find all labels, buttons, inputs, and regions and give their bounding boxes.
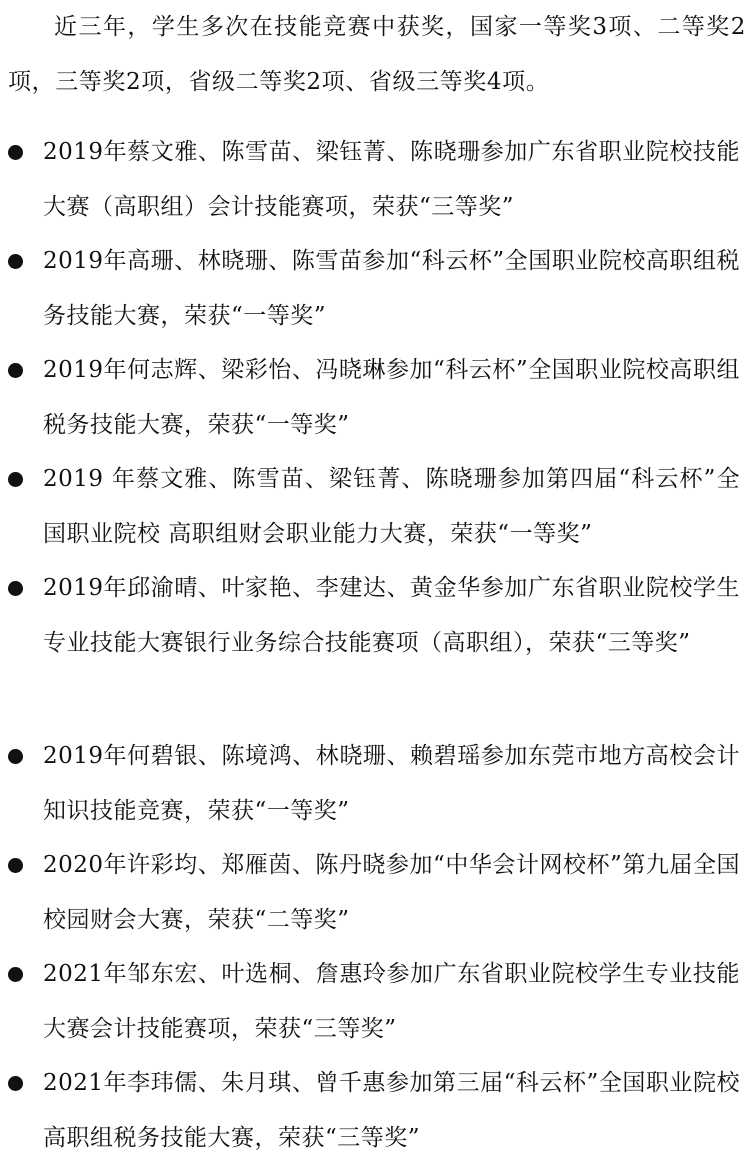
award-text: 2019年何志辉、梁彩怡、冯晓琳参加“科云杯”全国职业院校高职组税务技能大赛，荣获“一等奖” — [43, 357, 740, 438]
bullet-icon — [8, 1076, 23, 1091]
award-text: 2020年许彩均、郑雁茵、陈丹晓参加“中华会计网校杯”第九届全国校园财会大赛，荣获“二等奖” — [43, 852, 740, 933]
bullet-icon — [8, 749, 23, 764]
award-text: 2019 年蔡文雅、陈雪苗、梁钰菁、陈晓珊参加第四届“科云杯”全国职业院校 高职组财会职业能力大赛，荣获“一等奖” — [43, 466, 740, 547]
bullet-icon — [8, 967, 23, 982]
award-text: 2019年何碧银、陈境鸿、林晓珊、赖碧瑶参加东莞市地方高校会计知识技能竞赛，荣获“一等奖” — [43, 743, 740, 824]
bullet-icon — [8, 581, 23, 596]
award-text: 2019年蔡文雅、陈雪苗、梁钰菁、陈晓珊参加广东省职业院校技能大赛（高职组）会计技能赛项，荣获“三等奖” — [43, 139, 740, 220]
award-text: 2021年邹东宏、叶选桐、詹惠玲参加广东省职业院校学生专业技能大赛会计技能赛项，荣获“三等奖” — [43, 961, 740, 1042]
bullet-icon — [8, 858, 23, 873]
award-text: 2019年邱渝晴、叶家艳、李建达、黄金华参加广东省职业院校学生专业技能大赛银行业务综合技能赛项（高职组），荣获“三等奖” — [43, 575, 740, 656]
bullet-icon — [8, 145, 23, 160]
intro-paragraph: 近三年，学生多次在技能竞赛中获奖，国家一等奖3项、二等奖2项，三等奖2项，省级二等奖2项、省级三等奖4项。 — [8, 14, 746, 95]
bullet-icon — [8, 472, 23, 487]
award-text: 2019年高珊、林晓珊、陈雪苗参加“科云杯”全国职业院校高职组税务技能大赛，荣获“一等奖” — [43, 248, 740, 329]
bullet-icon — [8, 363, 23, 378]
award-text: 2021年李玮儒、朱月琪、曾千惠参加第三届“科云杯”全国职业院校 高职组税务技能大赛，荣获“三等奖” — [43, 1070, 740, 1151]
bullet-icon — [8, 254, 23, 269]
